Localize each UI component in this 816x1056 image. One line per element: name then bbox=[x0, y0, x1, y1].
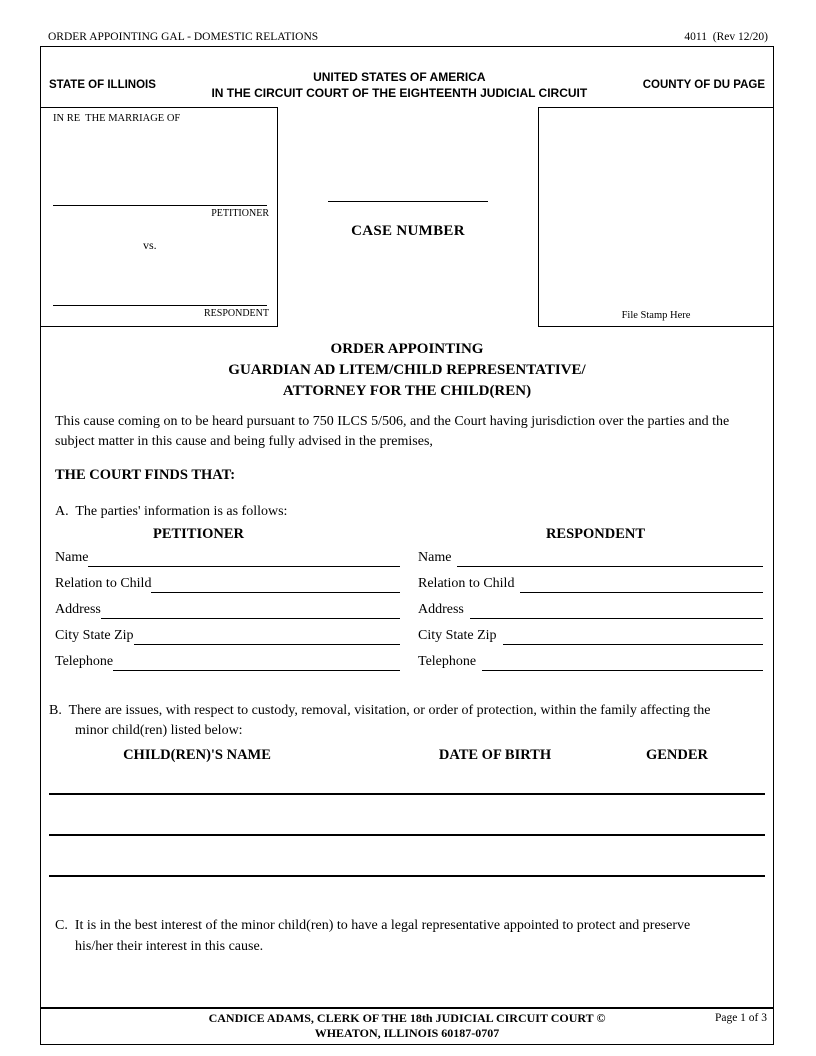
form-number: 4011 (Rev 12/20) bbox=[684, 31, 768, 43]
child-blank-row bbox=[49, 768, 765, 795]
section-c-label bbox=[55, 915, 761, 957]
party-info-fields bbox=[55, 541, 763, 671]
petitioner-column-heading: PETITIONER bbox=[152, 526, 245, 542]
section-c-line1: C. It is in the best interest of the minor child(ren) to have a legal representative appointed to protect and preserve bbox=[55, 918, 691, 933]
blank-line bbox=[101, 600, 400, 619]
parties-box bbox=[41, 107, 278, 327]
field-label: Relation to Child bbox=[55, 576, 152, 591]
petitioner-citystatezip-field bbox=[55, 619, 400, 645]
respondent-name-field bbox=[418, 541, 763, 567]
court-header bbox=[41, 69, 773, 101]
clerk-address: WHEATON, ILLINOIS 60187-0707 bbox=[314, 1026, 500, 1040]
respondent-address-field bbox=[418, 593, 763, 619]
petitioner-address-field bbox=[55, 593, 400, 619]
children-name-header: CHILD(REN)'S NAME bbox=[123, 747, 271, 763]
children-table-headers bbox=[49, 747, 765, 768]
field-row-address bbox=[55, 593, 763, 619]
court-name bbox=[156, 69, 643, 101]
section-b-line1: B. There are issues, with respect to custody, removal, visitation, or order of protection, within the family affecting the bbox=[49, 703, 711, 718]
respondent-column-heading: RESPONDENT bbox=[545, 526, 646, 542]
file-stamp-label: File Stamp Here bbox=[621, 310, 691, 321]
blank-line bbox=[134, 626, 400, 645]
order-title-line3: ATTORNEY FOR THE CHILD(REN) bbox=[282, 383, 532, 399]
field-row-telephone bbox=[55, 645, 763, 671]
date-of-birth-header: DATE OF BIRTH bbox=[438, 747, 552, 763]
vs-label: vs. bbox=[143, 238, 157, 252]
blank-line bbox=[503, 626, 763, 645]
field-label: City State Zip bbox=[55, 628, 134, 643]
field-label: Address bbox=[418, 602, 464, 617]
page-header bbox=[40, 26, 774, 46]
petitioner-caption-label: PETITIONER bbox=[211, 208, 269, 219]
court-name-line1: UNITED STATES OF AMERICA bbox=[313, 70, 486, 84]
field-label: Name bbox=[55, 550, 89, 565]
field-label: Relation to Child bbox=[418, 576, 515, 591]
respondent-telephone-field bbox=[418, 645, 763, 671]
case-number-blank-line bbox=[328, 201, 488, 202]
order-title-line1: ORDER APPOINTING bbox=[330, 341, 484, 357]
petitioner-name-blank-line bbox=[53, 205, 267, 206]
blank-line bbox=[151, 574, 400, 593]
order-title bbox=[41, 339, 773, 402]
petitioner-name-field bbox=[55, 541, 400, 567]
case-caption bbox=[41, 107, 773, 327]
case-number-area bbox=[278, 107, 538, 327]
petitioner-telephone-field bbox=[55, 645, 400, 671]
blank-line bbox=[470, 600, 763, 619]
section-b-label bbox=[49, 701, 767, 741]
section-b-line2: minor child(ren) listed below: bbox=[75, 723, 243, 738]
field-label: Telephone bbox=[55, 654, 114, 669]
form-sheet bbox=[40, 46, 774, 1045]
blank-line bbox=[520, 574, 763, 593]
state-label: STATE OF ILLINOIS bbox=[49, 79, 156, 91]
county-label: COUNTY OF DU PAGE bbox=[642, 79, 765, 91]
blank-line bbox=[482, 652, 763, 671]
child-blank-row bbox=[49, 795, 765, 836]
page-number: Page 1 of 3 bbox=[714, 1012, 767, 1024]
document-title: ORDER APPOINTING GAL - DOMESTIC RELATIONS bbox=[48, 31, 319, 43]
order-title-line2: GUARDIAN AD LITEM/CHILD REPRESENTATIVE/ bbox=[228, 362, 586, 378]
children-table bbox=[49, 747, 765, 877]
clerk-block bbox=[41, 1011, 773, 1041]
clerk-name: CANDICE ADAMS, CLERK OF THE 18th JUDICIAL CIRCUIT COURT © bbox=[208, 1011, 606, 1025]
section-a-label: A. The parties' information is as follows: bbox=[55, 504, 288, 519]
gender-header: GENDER bbox=[645, 747, 709, 763]
intro-paragraph: This cause coming on to be heard pursuant to 750 ILCS 5/506, and the Court having jurisdiction over the parties and the subject matter in this cause and being fully advised in the premises, bbox=[55, 414, 730, 449]
blank-line bbox=[457, 548, 763, 567]
case-number-label: CASE NUMBER bbox=[351, 223, 465, 239]
court-name-line2: IN THE CIRCUIT COURT OF THE EIGHTEENTH JUDICIAL CIRCUIT bbox=[211, 86, 588, 100]
child-blank-row bbox=[49, 836, 765, 877]
section-c-line2: his/her their interest in this cause. bbox=[75, 939, 264, 954]
blank-line bbox=[113, 652, 400, 671]
respondent-relation-field bbox=[418, 567, 763, 593]
court-finds-heading: THE COURT FINDS THAT: bbox=[55, 467, 236, 483]
respondent-name-blank-line bbox=[53, 305, 267, 306]
page-footer bbox=[41, 1007, 773, 1044]
blank-line bbox=[88, 548, 400, 567]
respondent-citystatezip-field bbox=[418, 619, 763, 645]
respondent-caption-label: RESPONDENT bbox=[203, 308, 269, 319]
field-label: Address bbox=[55, 602, 101, 617]
field-label: Telephone bbox=[418, 654, 477, 669]
field-row-relation bbox=[55, 567, 763, 593]
field-row-citystatezip bbox=[55, 619, 763, 645]
field-label: Name bbox=[418, 550, 452, 565]
in-re-label: IN RE THE MARRIAGE OF bbox=[53, 113, 181, 124]
petitioner-relation-field bbox=[55, 567, 400, 593]
field-label: City State Zip bbox=[418, 628, 497, 643]
file-stamp-box bbox=[538, 107, 773, 327]
